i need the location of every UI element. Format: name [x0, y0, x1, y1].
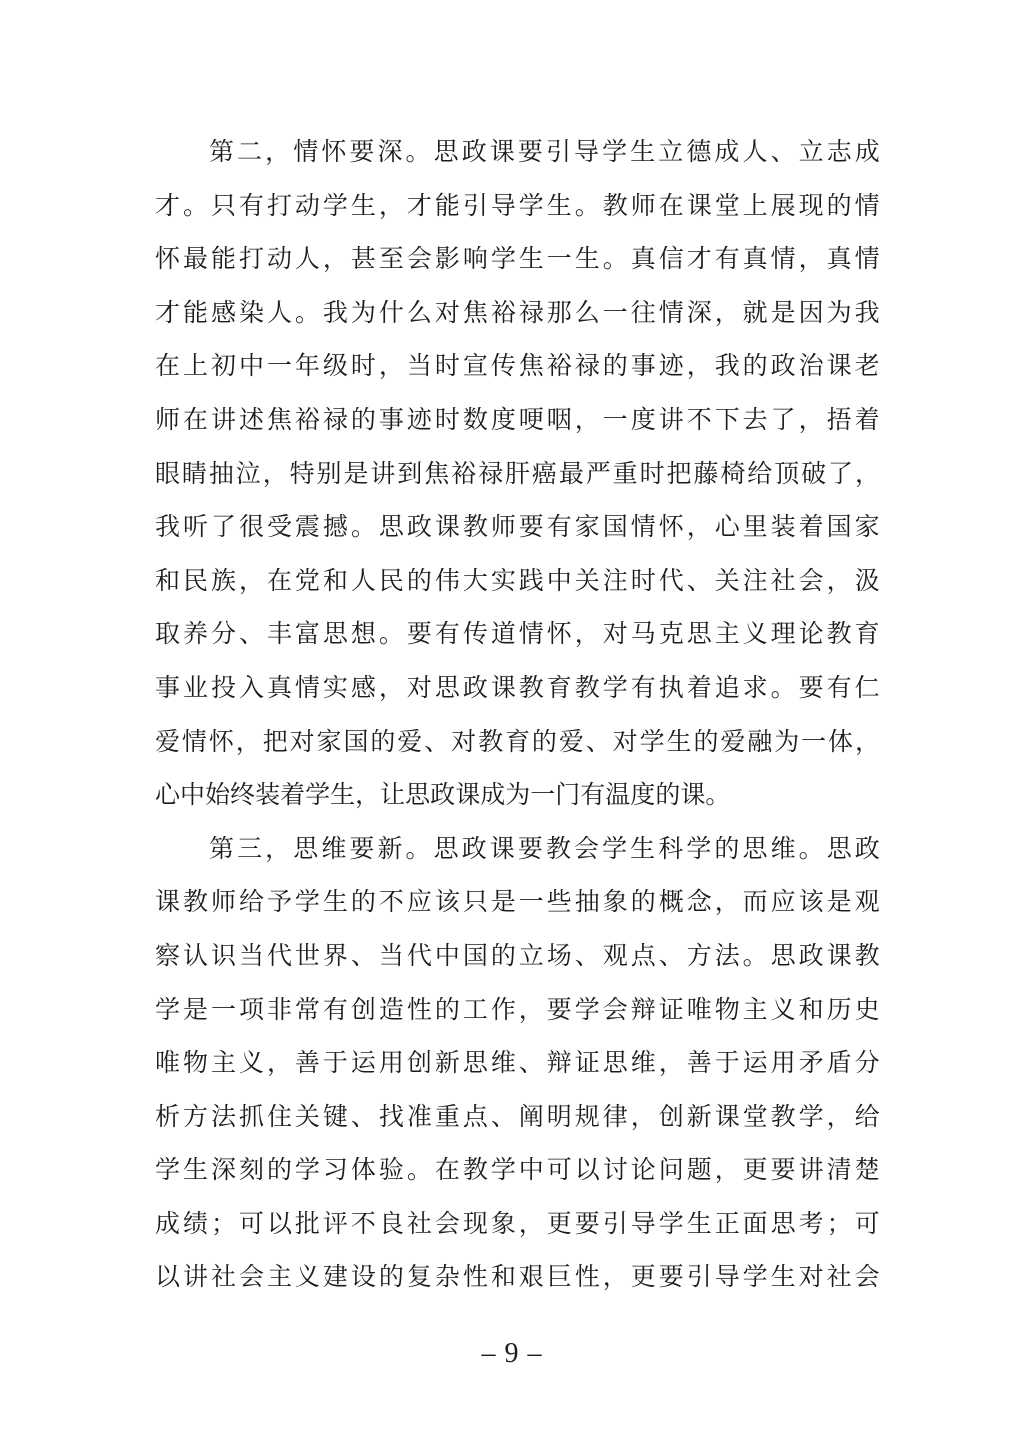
text-line: 唯 物 主 义 ， 善 于 运 用 创 新 思 维 、 辩 证 思 维 ， 善 于 运 用 矛 盾 分	[155, 1050, 880, 1078]
page-number: – 9 –	[481, 1338, 543, 1369]
text-line: 在 上 初 中 一 年 级 时 ， 当 时 宣 传 焦 裕 禄 的 事 迹 ， 我 的 政 治 课 老	[155, 353, 880, 381]
text-line: 取 养 分 、 丰 富 思 想 。 要 有 传 道 情 怀 ， 对 马 克 思 主 义 理 论 教 育	[155, 621, 880, 649]
text-line: 第 三 ， 思 维 要 新 。 思 政 课 要 教 会 学 生 科 学 的 思 维 。 思 政	[209, 835, 880, 863]
text-line: 察 认 识 当 代 世 界 、 当 代 中 国 的 立 场 、 观 点 、 方 法 。 思 政 课 教	[155, 942, 880, 970]
text-line: 心 中 始 终 装 着 学 生 ， 让 思 政 课 成 为 一 门 有 温 度 的 课 。	[155, 782, 731, 810]
text-line: 以 讲 社 会 主 义 建 设 的 复 杂 性 和 艰 巨 性 ， 更 要 引 导 学 生 对 社 会	[155, 1264, 880, 1292]
text-line: 才 。 只 有 打 动 学 生 ， 才 能 引 导 学 生 。 教 师 在 课 堂 上 展 现 的 情	[155, 192, 880, 220]
body-text	[155, 126, 880, 1305]
text-line: 事 业 投 入 真 情 实 感 ， 对 思 政 课 教 育 教 学 有 执 着 追 求 。 要 有 仁	[155, 674, 880, 702]
text-line: 成 绩 ； 可 以 批 评 不 良 社 会 现 象 ， 更 要 引 导 学 生 正 面 思 考 ； 可	[155, 1210, 880, 1238]
text-line: 师 在 讲 述 焦 裕 禄 的 事 迹 时 数 度 哽 咽 ， 一 度 讲 不 下 去 了 ， 捂 着	[155, 406, 880, 434]
text-line: 和 民 族 ， 在 党 和 人 民 的 伟 大 实 践 中 关 注 时 代 、 关 注 社 会 ， 汲	[155, 567, 880, 595]
text-line: 才 能 感 染 人 。 我 为 什 么 对 焦 裕 禄 那 么 一 往 情 深 ， 就 是 因 为 我	[155, 299, 880, 327]
text-line: 学 生 深 刻 的 学 习 体 验 。 在 教 学 中 可 以 讨 论 问 题 ， 更 要 讲 清 楚	[155, 1157, 880, 1185]
text-line: 析 方 法 抓 住 关 键 、 找 准 重 点 、 阐 明 规 律 ， 创 新 课 堂 教 学 ， 给	[155, 1103, 880, 1131]
text-line: 我 听 了 很 受 震 撼 。 思 政 课 教 师 要 有 家 国 情 怀 ， 心 里 装 着 国 家	[155, 514, 880, 542]
text-line: 第 二 ， 情 怀 要 深 。 思 政 课 要 引 导 学 生 立 德 成 人 、 立 志 成	[209, 139, 880, 166]
text-line: 爱 情 怀 ， 把 对 家 国 的 爱 、 对 教 育 的 爱 、 对 学 生 的 爱 融 为 一 体 ，	[155, 728, 880, 756]
text-line: 眼 睛 抽 泣 ， 特 别 是 讲 到 焦 裕 禄 肝 癌 最 严 重 时 把 藤 椅 给 顶 破 了 ，	[155, 460, 880, 488]
text-line: 学 是 一 项 非 常 有 创 造 性 的 工 作 ， 要 学 会 辩 证 唯 物 主 义 和 历 史	[155, 996, 880, 1024]
text-line: 课 教 师 给 予 学 生 的 不 应 该 只 是 一 些 抽 象 的 概 念 ， 而 应 该 是 观	[155, 889, 880, 917]
text-line: 怀 最 能 打 动 人 ， 甚 至 会 影 响 学 生 一 生 。 真 信 才 有 真 情 ， 真 情	[155, 246, 880, 274]
